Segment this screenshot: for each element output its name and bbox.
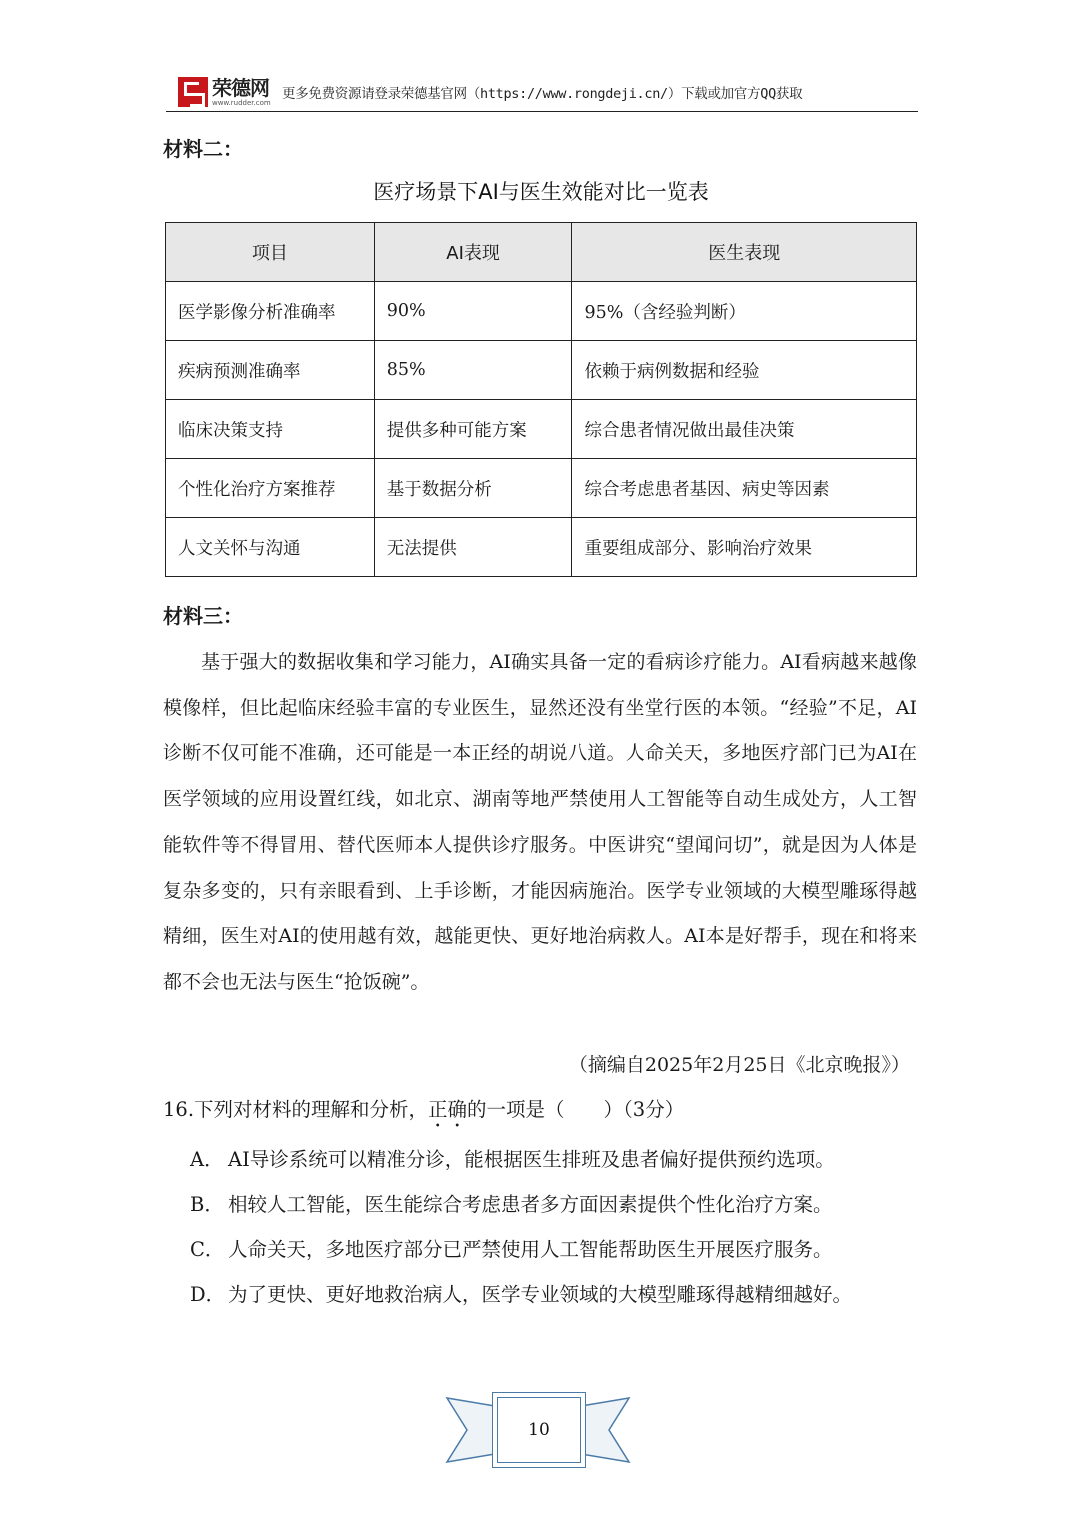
table-cell: 疾病预测准确率 [166, 341, 375, 400]
logo-name: 荣德网 [212, 75, 269, 100]
table-cell: 重要组成部分、影响治疗效果 [572, 518, 917, 577]
table-cell: 提供多种可能方案 [374, 400, 572, 459]
option-letter: D． [190, 1283, 226, 1306]
table-row [166, 400, 917, 459]
table-cell: 临床决策支持 [166, 400, 375, 459]
source-citation: （摘编自2025年2月25日《北京晚报》） [568, 1054, 910, 1076]
page-number: 10 [492, 1392, 586, 1468]
column-header: 医生表现 [572, 223, 917, 282]
comparison-table [165, 222, 917, 577]
table-header-row [166, 223, 917, 282]
table-row [166, 518, 917, 577]
question-prefix: 16.下列对材料的理解和分析， [163, 1098, 429, 1121]
option-letter: B． [190, 1193, 224, 1216]
option-text: 人命关天，多地医疗部分已严禁使用人工智能帮助医生开展医疗服务。 [228, 1238, 833, 1261]
logo-url: www.rudder.com [212, 98, 271, 107]
material3-body [163, 640, 917, 1006]
table-cell: 85% [374, 341, 572, 400]
question-emphasis: 正确 [428, 1098, 468, 1121]
material2-label: 材料二： [163, 137, 243, 161]
table-cell: 依赖于病例数据和经验 [572, 341, 917, 400]
question-16 [163, 1094, 684, 1132]
table-row [166, 341, 917, 400]
option-a[interactable] [190, 1137, 852, 1182]
column-header: 项目 [166, 223, 375, 282]
header-text: 更多免费资源请登录荣德基官网（https://www.rongdeji.cn/）下载或加官方QQ获取 [282, 86, 803, 102]
table-cell: 90% [374, 282, 572, 341]
answer-options [190, 1137, 852, 1317]
material3-label: 材料三： [163, 604, 243, 628]
option-text: AI导诊系统可以精准分诊，能根据医生排班及患者偏好提供预约选项。 [228, 1148, 835, 1171]
table-cell: 人文关怀与沟通 [166, 518, 375, 577]
header-rule [166, 111, 918, 112]
option-text: 相较人工智能，医生能综合考虑患者多方面因素提供个性化治疗方案。 [228, 1193, 833, 1216]
table-cell: 医学影像分析准确率 [166, 282, 375, 341]
option-b[interactable] [190, 1182, 852, 1227]
table-cell: 综合考虑患者基因、病史等因素 [572, 459, 917, 518]
option-c[interactable] [190, 1227, 852, 1272]
table-row [166, 282, 917, 341]
site-logo [178, 77, 282, 107]
table-cell: 综合患者情况做出最佳决策 [572, 400, 917, 459]
table-cell: 个性化治疗方案推荐 [166, 459, 375, 518]
option-text: 为了更快、更好地救治病人，医学专业领域的大模型雕琢得越精细越好。 [228, 1283, 853, 1306]
page-header [178, 74, 918, 110]
option-letter: C． [190, 1238, 225, 1261]
table-cell: 基于数据分析 [374, 459, 572, 518]
option-letter: A． [190, 1148, 224, 1171]
question-suffix: 的一项是（ ）（3分） [467, 1098, 685, 1121]
page-number-ribbon [443, 1388, 633, 1472]
table-title: 医疗场景下AI与医生效能对比一览表 [373, 180, 709, 204]
table-cell: 95%（含经验判断） [572, 282, 917, 341]
table-row [166, 459, 917, 518]
column-header: AI表现 [374, 223, 572, 282]
material3-paragraph: 基于强大的数据收集和学习能力，AI确实具备一定的看病诊疗能力。AI看病越来越像模像样，但比起临床经验丰富的专业医生，显然还没有坐堂行医的本领。“经验”不足，AI诊断不仅可能不准确，还可能是一本正经的胡说八道。人命关天，多地医疗部门已为AI在医学领域的应用设置红线，如北京、湖南等地严禁使用人工智能等自动生成处方，人工智能软件等不得冒用、替代医师本人提供诊疗服务。中医讲究“望闻问切”，就是因为人体是复杂多变的，只有亲眼看到、上手诊断，才能因病施治。医学专业领域的大模型雕琢得越精细，医生对AI的使用越有效，越能更快、更好地治病救人。AI本是好帮手，现在和将来都不会也无法与医生“抢饭碗”。 [163, 651, 917, 993]
logo-mark-icon [178, 77, 208, 107]
table-cell: 无法提供 [374, 518, 572, 577]
option-d[interactable] [190, 1272, 852, 1317]
